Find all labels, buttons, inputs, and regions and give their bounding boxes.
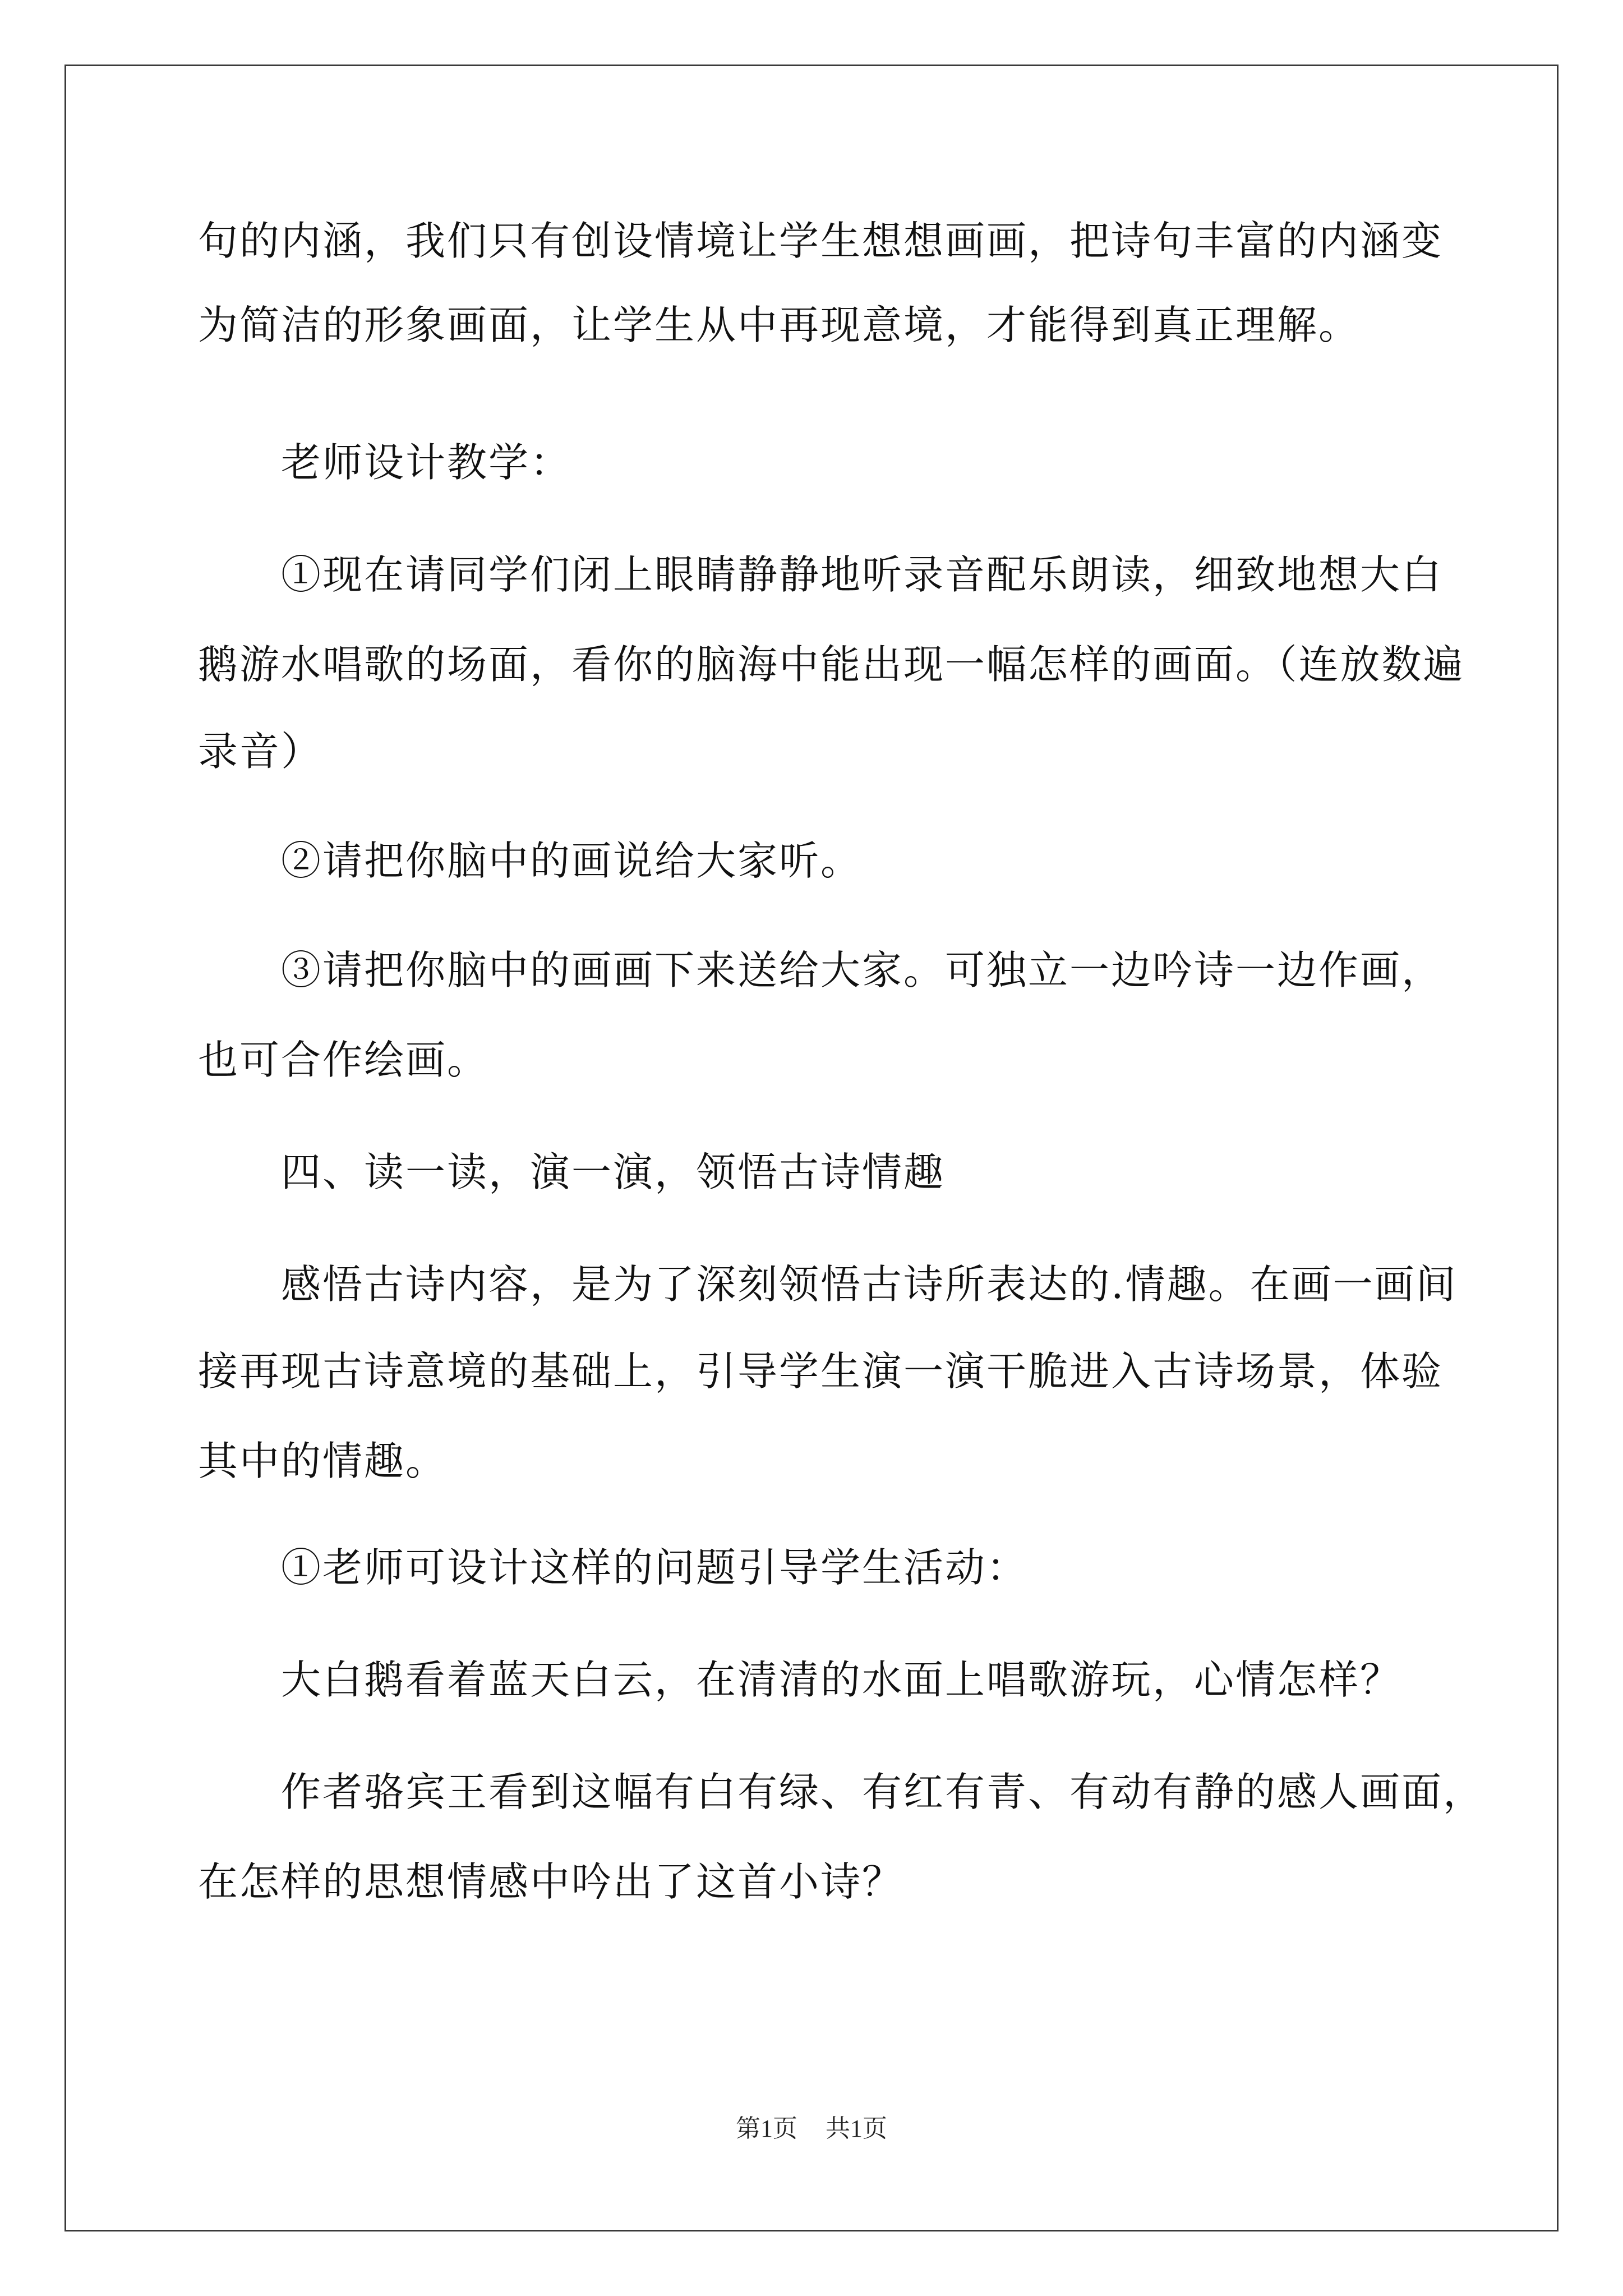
page-footer (0, 2112, 1623, 2146)
text-line: 在怎样的思想情感中吟出了这首小诗？ (198, 1858, 904, 1905)
text-line: 为简洁的形象画面，让学生从中再现意境，才能得到真正理解。 (198, 302, 1361, 348)
text-line: ②请把你脑中的画说给大家听。 (281, 838, 863, 884)
text-line: 鹅游水唱歌的场面，看你的脑海中能出现一幅怎样的画面。（连放数遍 (198, 641, 1465, 688)
text-line: 感悟古诗内容，是为了深刻领悟古诗所表达的.情趣。在画一画间 (281, 1261, 1458, 1308)
text-line: 老师设计教学： (281, 439, 572, 486)
text-line: 作者骆宾王看到这幅有白有绿、有红有青、有动有静的感人画面， (281, 1769, 1485, 1815)
text-line: ①老师可设计这样的问题引导学生活动： (281, 1544, 1029, 1591)
text-line: 也可合作绘画。 (198, 1037, 489, 1083)
page-total: 共1页 (826, 2115, 887, 2142)
text-line: ①现在请同学们闭上眼睛静静地听录音配乐朗读，细致地想大白 (281, 551, 1444, 598)
text-line: 句的内涵，我们只有创设情境让学生想想画画，把诗句丰富的内涵变 (198, 218, 1444, 264)
text-line: 接再现古诗意境的基础上，引导学生演一演干脆进入古诗场景，体验 (198, 1348, 1444, 1395)
text-line: 其中的情趣。 (198, 1438, 448, 1484)
text-line: 录音） (198, 728, 323, 775)
text-line: ③请把你脑中的画画下来送给大家。可独立一边吟诗一边作画， (281, 947, 1444, 993)
section-heading: 四、读一读，演一演，领悟古诗情趣 (281, 1149, 946, 1195)
text-line: 大白鹅看着蓝天白云，在清清的水面上唱歌游玩，心情怎样？ (281, 1657, 1402, 1703)
page-number: 第1页 (736, 2115, 797, 2142)
